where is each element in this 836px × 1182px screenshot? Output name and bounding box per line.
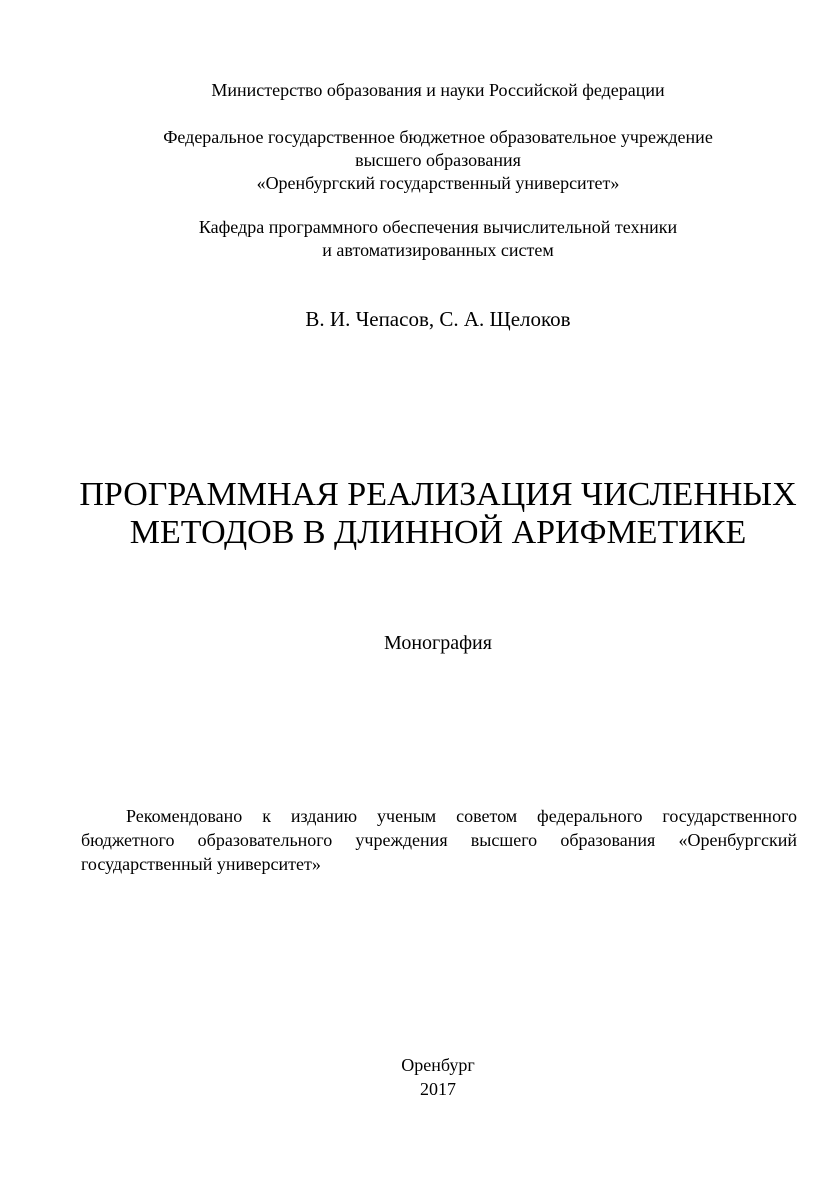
- ministry-text: Министерство образования и науки Российской федерации: [211, 80, 665, 100]
- publication-year: 2017: [420, 1079, 456, 1099]
- institution-line-2: высшего образования: [355, 150, 521, 170]
- recommendation-text: Рекомендовано к изданию ученым советом федерального государственного бюджетного образовательного учреждения высшего образования «Оренбургский государственный университет»: [81, 806, 797, 874]
- publication-city: Оренбург: [401, 1055, 475, 1075]
- book-title-line-2: МЕТОДОВ В ДЛИННОЙ АРИФМЕТИКЕ: [129, 514, 747, 551]
- institution-line-3: «Оренбургский государственный университет»: [256, 173, 620, 193]
- authors: В. И. Чепасов, С. А. Щелоков: [305, 307, 571, 331]
- department-line-2: и автоматизированных систем: [322, 240, 554, 260]
- book-title-line-1: ПРОГРАММНАЯ РЕАЛИЗАЦИЯ ЧИСЛЕННЫХ: [79, 476, 797, 513]
- department-line-1: Кафедра программного обеспечения вычислительной техники: [198, 217, 678, 237]
- institution-line-1: Федеральное государственное бюджетное образовательное учреждение: [163, 127, 713, 147]
- genre-label: Монография: [384, 632, 492, 654]
